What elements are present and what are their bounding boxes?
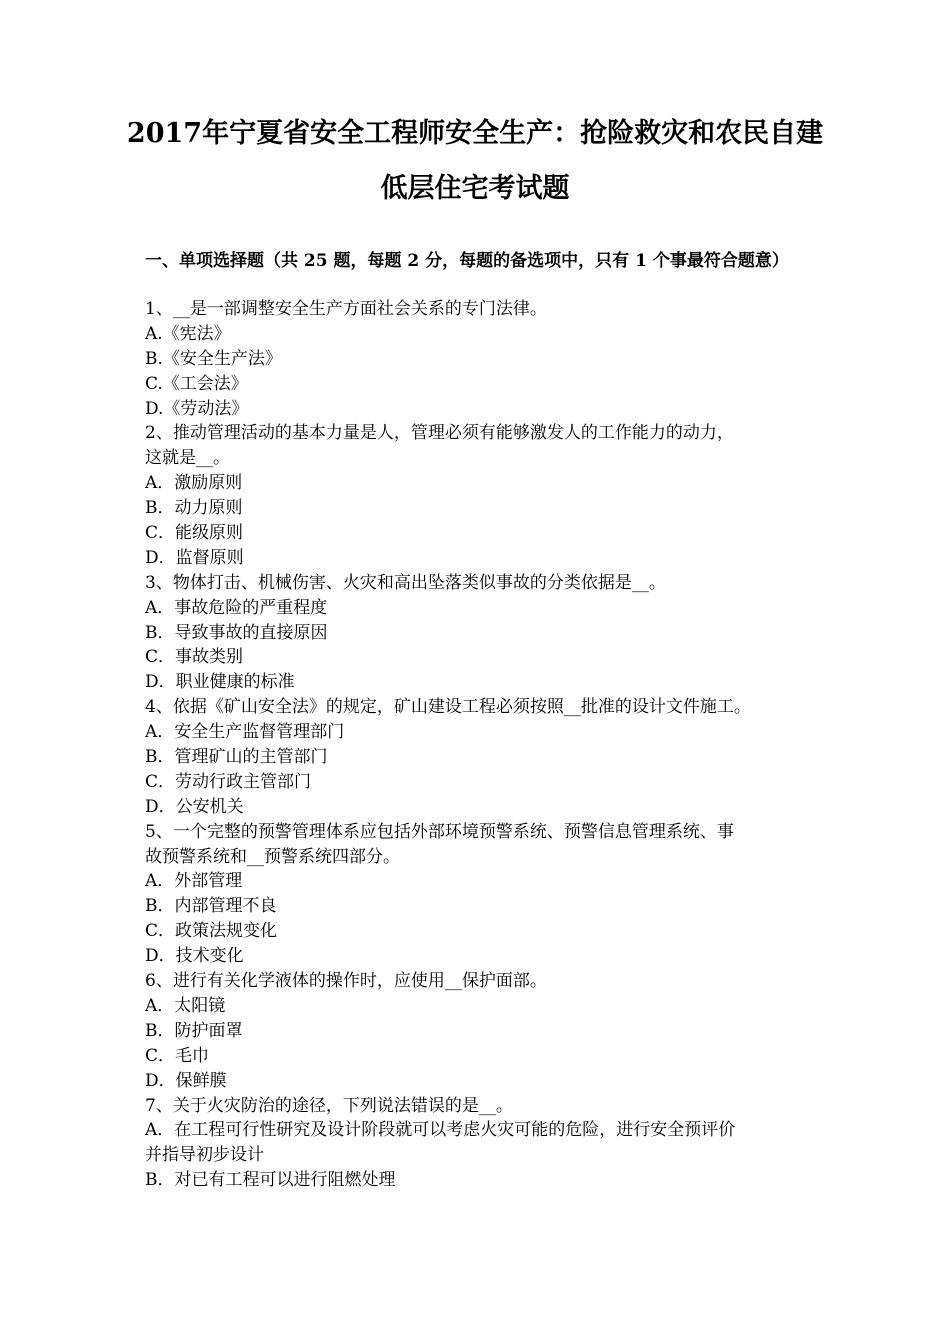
question-2-option-d: D．监督原则 bbox=[145, 547, 244, 568]
question-4-option-c: C．劳动行政主管部门 bbox=[145, 771, 312, 792]
question-5-option-d: D．技术变化 bbox=[145, 946, 244, 967]
question-3-option-a: A．事故危险的严重程度 bbox=[145, 597, 328, 618]
question-2-option-c: C．能级原则 bbox=[145, 523, 244, 544]
question-list bbox=[145, 297, 813, 1193]
question-1 bbox=[145, 297, 813, 421]
question-2-option-b: B．动力原则 bbox=[145, 498, 243, 519]
question-7-option-a-line-2: 并指导初步设计 bbox=[145, 1145, 264, 1166]
question-1-option-a: A.《宪法》 bbox=[145, 323, 231, 344]
question-3-option-b: B．导致事故的直接原因 bbox=[145, 622, 328, 643]
question-7 bbox=[145, 1094, 813, 1194]
question-5 bbox=[145, 820, 813, 969]
question-2-option-a: A．激励原则 bbox=[145, 473, 243, 494]
question-1-stem: 1、__是一部调整安全生产方面社会关系的专门法律。 bbox=[145, 299, 547, 319]
question-4-option-d: D．公安机关 bbox=[145, 796, 244, 817]
question-3-stem: 3、物体打击、机械伤害、火灾和高出坠落类似事故的分类依据是__。 bbox=[145, 572, 666, 593]
question-6-stem: 6、进行有关化学液体的操作时，应使用__保护面部。 bbox=[145, 971, 547, 992]
question-4-option-a: A．安全生产监督管理部门 bbox=[145, 722, 345, 743]
question-7-stem: 7、关于火灾防治的途径，下列说法错误的是__。 bbox=[145, 1095, 513, 1116]
question-6-option-b: B．防护面罩 bbox=[145, 1020, 243, 1041]
question-3-option-d: D．职业健康的标准 bbox=[145, 672, 295, 693]
question-6-option-c: C．毛巾 bbox=[145, 1045, 210, 1066]
question-5-option-c: C．政策法规变化 bbox=[145, 921, 278, 942]
document-title-line-1: 2017年宁夏省安全工程师安全生产：抢险救灾和农民自建 bbox=[126, 118, 824, 149]
question-3-option-c: C．事故类别 bbox=[145, 647, 244, 668]
question-6-option-d: D．保鲜膜 bbox=[145, 1070, 227, 1091]
question-2-stem-line-2: 这就是__。 bbox=[145, 448, 230, 469]
question-6 bbox=[145, 969, 813, 1093]
question-1-option-b: B.《安全生产法》 bbox=[145, 348, 282, 369]
question-1-option-c: C.《工会法》 bbox=[145, 373, 248, 394]
document-title-line-2: 低层住宅考试题 bbox=[380, 173, 570, 204]
question-5-option-b: B．内部管理不良 bbox=[145, 896, 277, 917]
question-5-stem-line-1: 5、一个完整的预警管理体系应包括外部环境预警系统、预警信息管理系统、事 bbox=[145, 821, 734, 842]
section-heading: 一、单项选择题（共 25 题，每题 2 分，每题的备选项中，只有 1 个事最符合题意） bbox=[145, 251, 789, 271]
question-4-stem: 4、依据《矿山安全法》的规定，矿山建设工程必须按照__批准的设计文件施工。 bbox=[145, 697, 751, 718]
question-4-option-b: B．管理矿山的主管部门 bbox=[145, 747, 328, 768]
question-6-option-a: A．太阳镜 bbox=[145, 995, 226, 1016]
question-1-option-d: D.《劳动法》 bbox=[145, 398, 249, 419]
question-7-option-b: B．对已有工程可以进行阻燃处理 bbox=[145, 1170, 396, 1191]
question-5-stem-line-2: 故预警系统和__预警系统四部分。 bbox=[145, 846, 400, 867]
question-7-option-a-line-1: A．在工程可行性研究及设计阶段就可以考虑火灾可能的危险，进行安全预评价 bbox=[145, 1120, 736, 1141]
question-2-stem-line-1: 2、推动管理活动的基本力量是人，管理必须有能够激发人的工作能力的动力， bbox=[145, 423, 734, 444]
question-3 bbox=[145, 571, 813, 695]
question-4 bbox=[145, 695, 813, 819]
question-5-option-a: A．外部管理 bbox=[145, 871, 243, 892]
question-2 bbox=[145, 421, 813, 570]
